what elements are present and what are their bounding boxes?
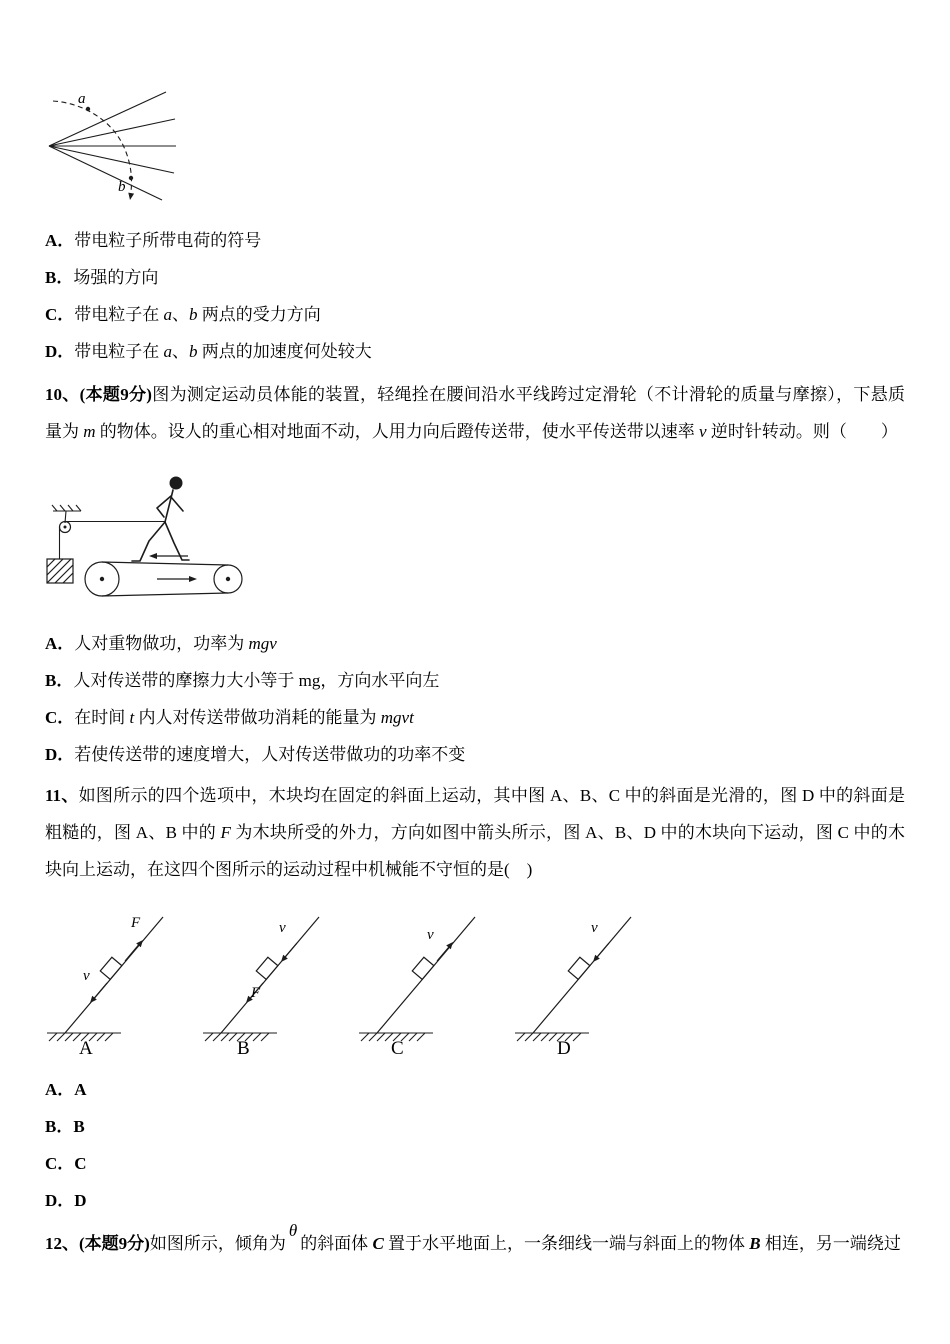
point-a-dot xyxy=(86,107,90,111)
option-label: A． xyxy=(45,231,75,250)
velocity-label: v xyxy=(279,920,286,936)
block xyxy=(256,957,278,979)
runner-figure xyxy=(132,477,189,562)
q9-option-a xyxy=(45,222,905,259)
q11-option-b xyxy=(45,1108,905,1145)
option-text: 场强的方向 xyxy=(73,268,159,287)
option-label: D． xyxy=(45,342,75,361)
option-label: C． xyxy=(45,1154,75,1173)
q9-option-b xyxy=(45,259,905,296)
option-label: B． xyxy=(45,671,74,690)
runner-head xyxy=(170,477,183,490)
belt-direction-arrows xyxy=(149,553,197,582)
option-text: 若使传送带的速度增大，人对传送带做功的功率不变 xyxy=(74,745,466,764)
option-text: B xyxy=(73,1117,85,1136)
q11-option-d xyxy=(45,1182,905,1219)
question-11-figures xyxy=(45,905,905,1057)
figure-q9-field-lines xyxy=(45,90,177,206)
question-12-stem: 12、(本题9分)如图所示，倾角为θ的斜面体 C 置于水平地面上，一条细线一端与斜面上的物体 B 相连，另一端绕过 xyxy=(45,1221,901,1253)
q10-option-d xyxy=(45,736,905,773)
option-text: C xyxy=(74,1154,87,1173)
q10-option-c xyxy=(45,699,905,736)
option-text: 在时间 t 内人对传送带做功消耗的能量为 mgvt xyxy=(74,708,414,727)
figure-caption: C xyxy=(391,1038,404,1057)
left-arrow-icon xyxy=(149,553,157,559)
q10-option-a xyxy=(45,625,905,662)
figure-q11-option-c xyxy=(357,905,495,1057)
question-10-stem: 10、(本题9分)图为测定运动员体能的装置，轻绳拴在腰间沿水平线跨过定滑轮（不计滑轮的质量与摩擦），下悬质量为 m 的物体。设人的重心相对地面不动，人用力向后蹬传送带，使水平传送带以速率 v 逆时针转动。则（ ） xyxy=(45,385,906,441)
velocity-arrow xyxy=(593,943,609,962)
question-9-options xyxy=(45,222,905,370)
force-label: F xyxy=(251,985,261,1001)
q11-option-a xyxy=(45,1071,905,1108)
point-b-dot xyxy=(129,176,133,180)
q10-option-b xyxy=(45,662,905,699)
question-11-stem: 11、如图所示的四个选项中，木块均在固定的斜面上运动，其中图 A、B、C 中的斜面是光滑的，图 D 中的斜面是粗糙的，图 A、B 中的 F 为木块所受的外力，方向如图中箭头所示，图 A、B、D 中的木块向下运动，图 C 中的木块向上运动，在这四个图所示的运动过程中机械能不守恒的是( ) xyxy=(45,786,905,879)
option-label: A． xyxy=(45,1080,75,1099)
velocity-arrow xyxy=(90,983,107,1003)
field-lines xyxy=(49,92,176,200)
option-label: A． xyxy=(45,634,75,653)
force-arrow xyxy=(125,940,143,961)
option-text: 带电粒子所带电荷的符号 xyxy=(74,231,262,250)
q9-option-c xyxy=(45,296,905,333)
q11-option-c xyxy=(45,1145,905,1182)
figure-caption: A xyxy=(79,1038,93,1057)
ground-hatching xyxy=(515,1033,589,1041)
velocity-label: v xyxy=(591,920,598,936)
pulley-mount xyxy=(52,505,81,523)
right-arrow-icon xyxy=(189,576,197,582)
figure-q11-option-b xyxy=(201,905,339,1057)
option-label: D． xyxy=(45,745,75,764)
figure-q11-option-d xyxy=(513,905,651,1057)
force-label: F xyxy=(131,915,141,931)
option-label: C． xyxy=(45,305,75,324)
option-text: 带电粒子在 a、b 两点的受力方向 xyxy=(74,305,321,324)
velocity-arrow xyxy=(281,943,297,962)
question-11-options xyxy=(45,1071,905,1219)
question-10-options xyxy=(45,625,905,773)
block xyxy=(100,957,122,979)
figure-caption: D xyxy=(557,1038,571,1057)
option-text: D xyxy=(74,1191,87,1210)
figure-q10-treadmill xyxy=(45,467,263,609)
trajectory-arrowhead-icon xyxy=(128,193,134,200)
option-text: 带电粒子在 a、b 两点的加速度何处较大 xyxy=(74,342,372,361)
velocity-arrow xyxy=(437,942,453,961)
option-label: C． xyxy=(45,708,75,727)
figure-caption: B xyxy=(237,1038,250,1057)
point-a-label: a xyxy=(78,91,86,107)
block xyxy=(412,957,434,979)
velocity-label: v xyxy=(427,927,434,943)
option-text: 人对重物做功，功率为 mgv xyxy=(74,634,277,653)
option-label: B． xyxy=(45,1117,74,1136)
hanging-weight xyxy=(47,559,73,583)
point-b-label: b xyxy=(118,179,126,195)
figure-q11-option-a xyxy=(45,905,183,1057)
q9-option-d xyxy=(45,333,905,370)
block xyxy=(568,957,590,979)
option-label: B． xyxy=(45,268,74,287)
velocity-label: v xyxy=(83,968,90,984)
option-text: A xyxy=(74,1080,87,1099)
option-text: 人对传送带的摩擦力大小等于 mg，方向水平向左 xyxy=(73,671,440,690)
option-label: D． xyxy=(45,1191,75,1210)
pulley-axle xyxy=(64,526,67,529)
